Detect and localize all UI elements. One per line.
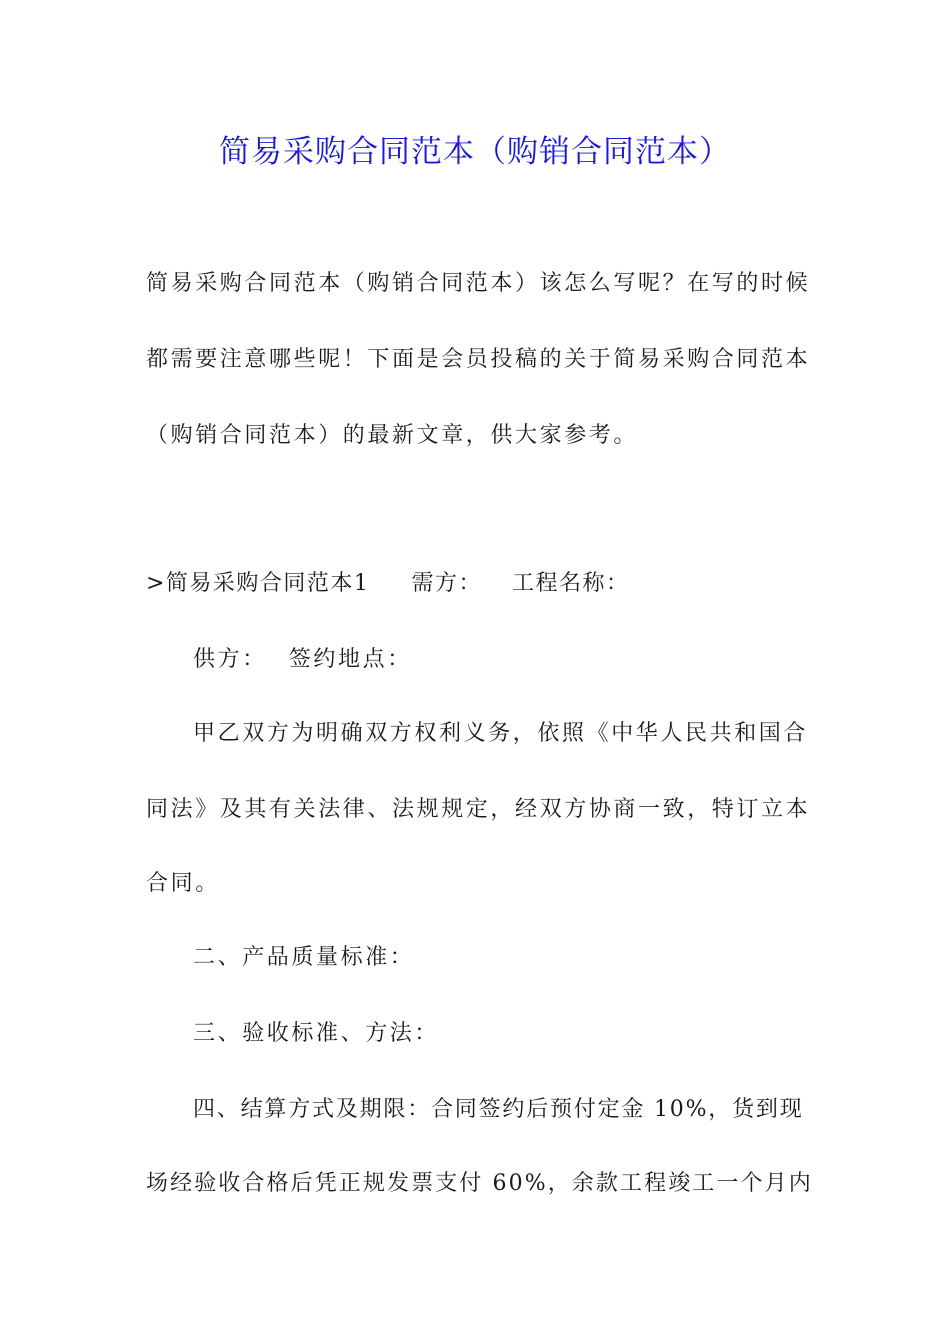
intro-line-1: 简易采购合同范本（购销合同范本）该怎么写呢？在写的时候 (146, 271, 811, 296)
intro-line-3: （购销合同范本）的最新文章，供大家参考。 (146, 423, 639, 448)
supply-party-label: 供方： (193, 647, 267, 672)
signing-place-label: 签约地点： (288, 647, 412, 672)
preamble-line-2: 同法》及其有关法律、法规规定，经双方协商一致，特订立本 (146, 797, 811, 822)
clause-3-heading: 三、验收标准、方法： (193, 1021, 440, 1046)
document-title: 简易采购合同范本（购销合同范本） (219, 134, 731, 170)
preamble-line-1: 甲乙双方为明确双方权利义务，依照《中华人民共和国合 (193, 721, 809, 746)
supply-line (193, 644, 806, 676)
contract-number-label: >简易采购合同范本1 (146, 571, 370, 596)
clause-4-line-2: 场经验收合格后凭正规发票支付 60%，余款工程竣工一个月内 (146, 1171, 813, 1196)
intro-line-2: 都需要注意哪些呢！下面是会员投稿的关于简易采购合同范本 (146, 347, 811, 372)
demand-party-label: 需方： (411, 571, 482, 596)
preamble-line-3: 合同。 (146, 871, 220, 896)
clause-2-heading: 二、产品质量标准： (193, 945, 415, 970)
clause-4-line-1: 四、结算方式及期限：合同签约后预付定金 10%，货到现 (193, 1097, 804, 1122)
project-name-label: 工程名称： (511, 571, 630, 596)
contract-header-line (146, 568, 806, 600)
